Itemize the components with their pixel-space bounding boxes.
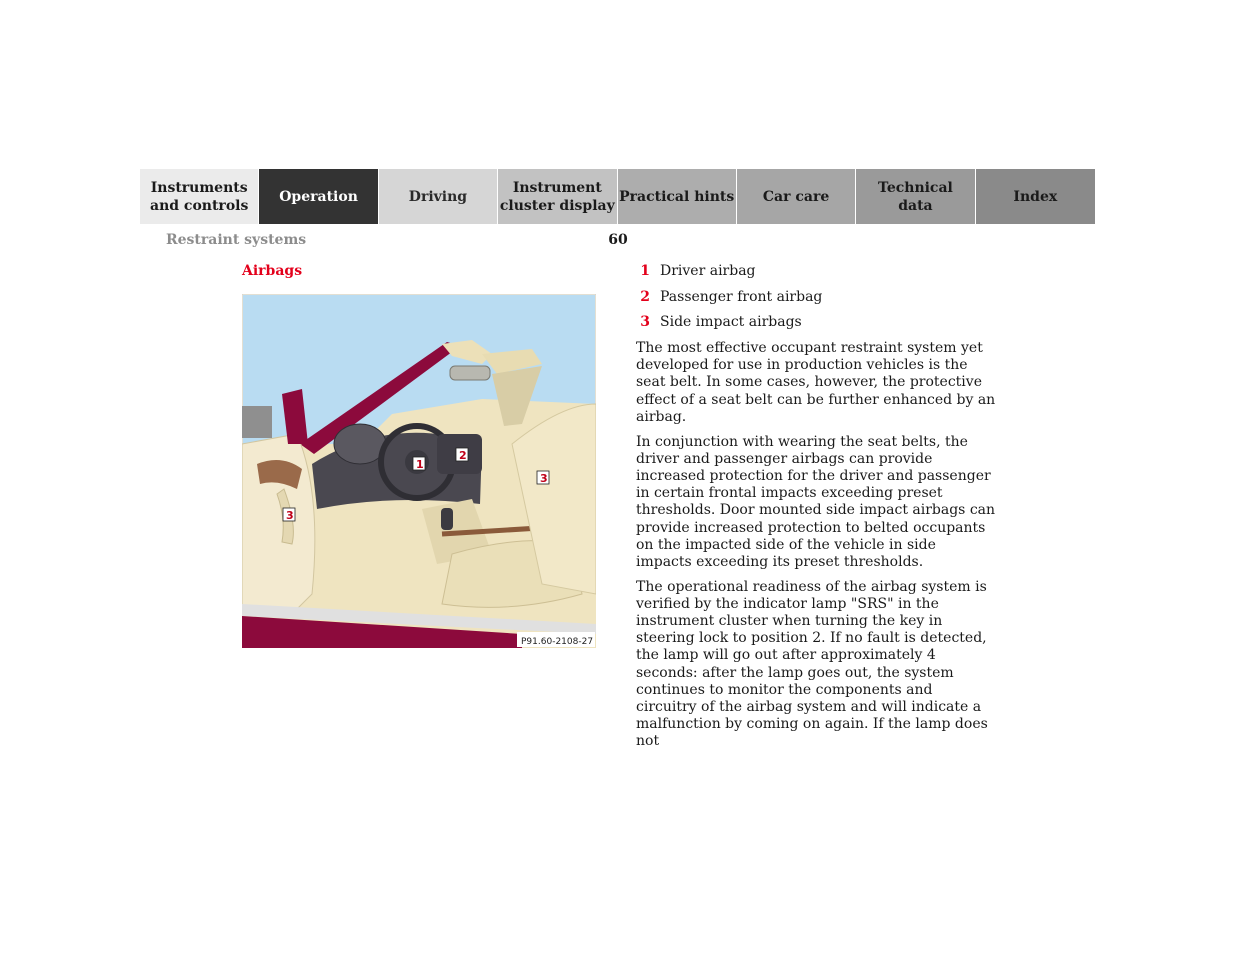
page-heading: Airbags bbox=[242, 263, 303, 279]
airbag-legend bbox=[636, 262, 996, 339]
tab-instruments-and-controls[interactable]: Instruments and controls bbox=[140, 169, 259, 224]
tab-operation[interactable]: Operation bbox=[259, 169, 378, 224]
callout-3-left bbox=[283, 508, 295, 522]
legend-number: 2 bbox=[640, 288, 650, 305]
legend-number: 3 bbox=[640, 314, 650, 330]
legend-item bbox=[636, 262, 996, 288]
legend-text: Passenger front airbag bbox=[660, 288, 823, 305]
legend-text: Driver airbag bbox=[660, 263, 756, 279]
callout-2 bbox=[456, 448, 468, 462]
svg-text:3: 3 bbox=[286, 509, 294, 522]
chapter-nav bbox=[140, 169, 1095, 224]
airbag-figure bbox=[242, 294, 596, 648]
legend-number: 1 bbox=[640, 263, 650, 279]
svg-text:3: 3 bbox=[540, 472, 548, 485]
rear-view-mirror bbox=[450, 366, 490, 380]
car-interior-illustration bbox=[242, 294, 596, 648]
figure-code: P91.60-2108-27 bbox=[521, 637, 594, 647]
tab-instrument-cluster-display[interactable]: Instrument cluster display bbox=[498, 169, 617, 224]
legend-item bbox=[636, 288, 996, 314]
svg-text:1: 1 bbox=[416, 458, 424, 471]
tab-car-care[interactable]: Car care bbox=[737, 169, 856, 224]
body-text bbox=[636, 340, 996, 758]
paragraph: In conjunction with wearing the seat belts, the driver and passenger airbags can provide increased protection for the driver and passenger in certain frontal impacts exceeding preset thresholds. Door mounted side impact airbags can provide increased protection to belted occupants on the impacted side of the vehicle in side impacts exceeding its preset thresholds. bbox=[636, 433, 996, 570]
side-mirror bbox=[242, 406, 272, 438]
gear-lever bbox=[441, 508, 453, 530]
tab-practical-hints[interactable]: Practical hints bbox=[618, 169, 737, 224]
svg-text:2: 2 bbox=[459, 449, 467, 462]
tab-index[interactable]: Index bbox=[976, 169, 1095, 224]
section-title: Restraint systems bbox=[166, 232, 307, 248]
callout-1 bbox=[413, 457, 425, 471]
legend-item bbox=[636, 313, 996, 339]
paragraph: The operational readiness of the airbag system is verified by the indicator lamp "SRS" in the instrument cluster when turning the key in steering lock to position 2. If no fault is detected, the lamp will go out after approximately 4 seconds: after the lamp goes out, the system continues to monitor the components and circuitry of the airbag system and will indicate a malfunction by coming on again. If the lamp does not bbox=[636, 578, 988, 750]
callout-3-right bbox=[537, 471, 549, 485]
page-number: 60 bbox=[608, 232, 628, 248]
tab-driving[interactable]: Driving bbox=[379, 169, 498, 224]
instrument-cluster bbox=[334, 424, 386, 464]
legend-text: Side impact airbags bbox=[660, 314, 802, 330]
paragraph: The most effective occupant restraint system yet developed for use in production vehicles is the seat belt. In some cases, however, the protective effect of a seat belt can be further enhanced by an airbag. bbox=[636, 340, 996, 425]
tab-technical-data[interactable]: Technical data bbox=[856, 169, 975, 224]
